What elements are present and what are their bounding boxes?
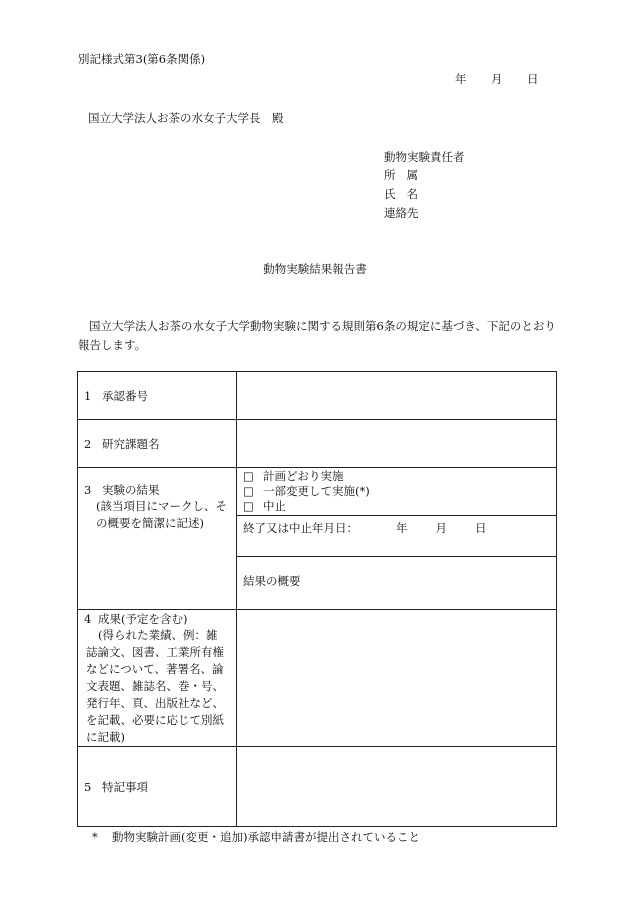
- achievements-label: 成果(予定を含む): [98, 612, 188, 626]
- experiment-result-note: (該当項目にマークし、その概要を簡潔に記述): [96, 499, 227, 530]
- approval-number-label-cell: 1 承認番号: [78, 372, 237, 420]
- contact-label: 連絡先: [384, 206, 419, 220]
- end-year: 年: [396, 521, 408, 535]
- form-code: 別記様式第3(第6条関係): [78, 52, 206, 66]
- special-notes-label: 特記事項: [102, 779, 148, 794]
- row-research-title: [78, 420, 557, 468]
- row-approval-number: [78, 372, 557, 420]
- research-title-field[interactable]: [237, 420, 557, 468]
- footnote: [92, 829, 420, 845]
- date-day: 日: [527, 72, 539, 86]
- footnote-text: 動物実験計画(変更・追加)承認申請書が提出されていること: [112, 830, 420, 844]
- option-cancelled[interactable]: □ 中止: [243, 499, 286, 513]
- end-day: 日: [475, 521, 487, 535]
- affiliation-label: 所属: [384, 168, 429, 182]
- row-experiment-result: [78, 468, 557, 610]
- approval-number-field[interactable]: [237, 372, 557, 420]
- addressee: 国立大学法人お茶の水女子大学長 殿: [88, 111, 284, 125]
- achievements-label-cell: 4 成果(予定を含む) (得られた業績、例：雑誌論文、図書、工業所有権などについて、著署名、論文表題、雑誌名、巻・号、発行年、頁、出版社など、を記載、必要に応じて別紙に記載): [78, 610, 237, 747]
- result-summary-label: 結果の概要: [243, 574, 301, 588]
- checkbox-icon[interactable]: □: [243, 499, 254, 513]
- name-label: 氏名: [384, 187, 429, 201]
- achievements-field[interactable]: [237, 610, 557, 747]
- checkbox-icon[interactable]: □: [243, 484, 254, 498]
- special-notes-field[interactable]: [237, 747, 557, 827]
- experiment-result-label-cell: 3 実験の結果 (該当項目にマークし、その概要を簡潔に記述): [78, 468, 237, 610]
- option-as-planned[interactable]: □ 計画どおり実施: [243, 469, 344, 483]
- research-title-label: 研究課題名: [102, 436, 160, 451]
- achievements-note: (得られた業績、例：雑誌論文、図書、工業所有権などについて、著署名、論文表題、雑誌名、巻・号、発行年、頁、出版社など、を記載、必要に応じて別紙に記載): [86, 628, 224, 744]
- research-title-label-cell: 2 研究課題名: [78, 420, 237, 468]
- end-date-row[interactable]: [237, 515, 556, 556]
- responsible-title: 動物実験責任者: [384, 150, 465, 164]
- checkbox-icon[interactable]: □: [243, 469, 254, 483]
- option-partially-changed[interactable]: □ 一部変更して実施(*): [243, 484, 370, 498]
- row-special-notes: [78, 747, 557, 827]
- document-title: 動物実験結果報告書: [263, 262, 367, 276]
- affiliation-row: [384, 167, 429, 183]
- name-row: [384, 186, 429, 202]
- report-table: [77, 371, 557, 827]
- date-month: 月: [491, 72, 503, 86]
- asterisk-mark: *: [92, 830, 98, 844]
- end-month: 月: [435, 521, 447, 535]
- intro-text: 国立大学法人お茶の水女子大学動物実験に関する規則第6条の規定に基づき、下記のとおり報告します。: [78, 319, 556, 352]
- approval-number-label: 承認番号: [102, 388, 148, 403]
- special-notes-label-cell: 5 特記事項: [78, 747, 237, 827]
- experiment-result-cell: [237, 468, 557, 610]
- date-year: 年: [455, 72, 467, 86]
- result-summary-row[interactable]: [237, 556, 556, 609]
- row-achievements: [78, 610, 557, 747]
- experiment-result-label: 実験の結果: [102, 483, 160, 497]
- date-line: [455, 71, 539, 87]
- contact-row: [384, 205, 419, 221]
- end-date-label: 終了又は中止年月日：: [243, 521, 358, 535]
